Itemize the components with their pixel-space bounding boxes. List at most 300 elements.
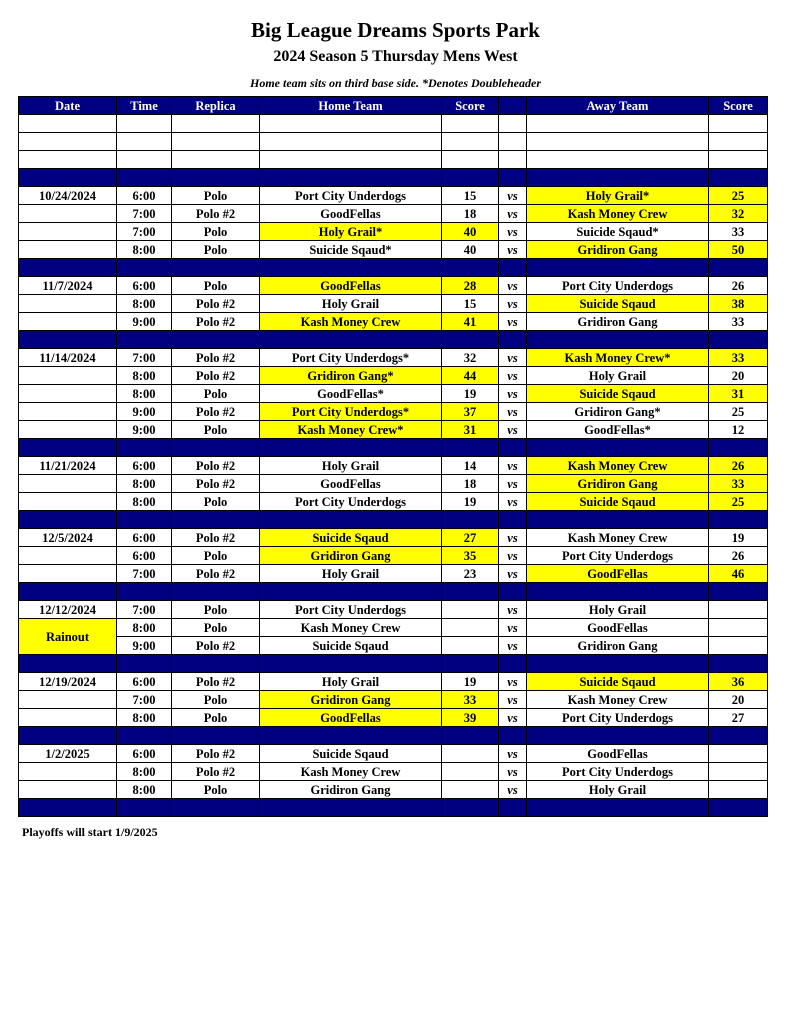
game-time: 6:00: [117, 547, 172, 565]
home-score: [442, 601, 499, 619]
separator-cell: [260, 583, 442, 601]
home-team: Gridiron Gang*: [260, 367, 442, 385]
separator-cell: [499, 331, 527, 349]
separator-cell: [499, 511, 527, 529]
game-row: [19, 637, 768, 655]
date-empty-cell: [19, 475, 117, 493]
away-score: 25: [709, 403, 768, 421]
game-row: [19, 223, 768, 241]
separator-cell: [260, 727, 442, 745]
header-replica: Replica: [172, 97, 260, 115]
game-row: [19, 529, 768, 547]
separator-cell: [260, 331, 442, 349]
game-time: 8:00: [117, 709, 172, 727]
separator-cell: [442, 511, 499, 529]
game-field: Polo: [172, 691, 260, 709]
blank-cell: [260, 151, 442, 169]
blank-cell: [19, 133, 117, 151]
separator-cell: [117, 583, 172, 601]
away-score: 12: [709, 421, 768, 439]
game-field: Polo: [172, 709, 260, 727]
home-team: Port City Underdogs*: [260, 349, 442, 367]
away-team: Holy Grail*: [527, 187, 709, 205]
week-date: 1/2/2025: [19, 745, 117, 763]
away-score: 33: [709, 475, 768, 493]
separator-row: [19, 727, 768, 745]
game-time: 7:00: [117, 691, 172, 709]
home-score: 31: [442, 421, 499, 439]
away-team: Suicide Sqaud: [527, 493, 709, 511]
away-team: GoodFellas: [527, 745, 709, 763]
away-score: 31: [709, 385, 768, 403]
home-team: GoodFellas: [260, 475, 442, 493]
playoffs-note: Playoffs will start 1/9/2025: [22, 825, 158, 839]
game-field: Polo #2: [172, 637, 260, 655]
blank-cell: [527, 133, 709, 151]
blank-cell: [442, 151, 499, 169]
blank-cell: [117, 151, 172, 169]
separator-cell: [172, 259, 260, 277]
blank-cell: [172, 133, 260, 151]
blank-row: [19, 151, 768, 169]
separator-cell: [117, 331, 172, 349]
separator-cell: [19, 727, 117, 745]
away-team: Gridiron Gang*: [527, 403, 709, 421]
vs-label: vs: [499, 457, 527, 475]
vs-label: vs: [499, 385, 527, 403]
date-empty-cell: [19, 367, 117, 385]
away-team: Holy Grail: [527, 781, 709, 799]
week-date: 11/7/2024: [19, 277, 117, 295]
home-team-note: Home team sits on third base side. *Denotes Doubleheader: [250, 76, 541, 90]
vs-label: vs: [499, 745, 527, 763]
away-score: [709, 619, 768, 637]
separator-cell: [117, 727, 172, 745]
game-field: Polo: [172, 241, 260, 259]
separator-cell: [527, 727, 709, 745]
separator-cell: [172, 439, 260, 457]
game-time: 8:00: [117, 385, 172, 403]
game-field: Polo #2: [172, 529, 260, 547]
home-team: Holy Grail: [260, 457, 442, 475]
game-row: [19, 781, 768, 799]
separator-row: [19, 169, 768, 187]
home-team: GoodFellas*: [260, 385, 442, 403]
vs-label: vs: [499, 529, 527, 547]
blank-cell: [499, 151, 527, 169]
blank-cell: [260, 115, 442, 133]
date-empty-cell: [19, 241, 117, 259]
game-row: [19, 619, 768, 637]
away-team: Gridiron Gang: [527, 313, 709, 331]
home-score: 23: [442, 565, 499, 583]
game-row: [19, 475, 768, 493]
home-team: GoodFellas: [260, 205, 442, 223]
game-field: Polo #2: [172, 313, 260, 331]
game-time: 8:00: [117, 241, 172, 259]
game-field: Polo: [172, 277, 260, 295]
game-row: [19, 313, 768, 331]
separator-row: [19, 799, 768, 817]
header-row: [19, 97, 768, 115]
separator-cell: [442, 331, 499, 349]
away-team: Holy Grail: [527, 367, 709, 385]
away-team: Port City Underdogs: [527, 763, 709, 781]
home-team: Gridiron Gang: [260, 547, 442, 565]
blank-cell: [19, 115, 117, 133]
blank-row: [19, 133, 768, 151]
game-row: [19, 187, 768, 205]
separator-cell: [19, 439, 117, 457]
game-row: [19, 403, 768, 421]
game-row: [19, 493, 768, 511]
blank-row: [19, 115, 768, 133]
home-score: 37: [442, 403, 499, 421]
home-team: Holy Grail*: [260, 223, 442, 241]
separator-cell: [527, 583, 709, 601]
separator-cell: [527, 655, 709, 673]
vs-label: vs: [499, 673, 527, 691]
week-date: 12/12/2024: [19, 601, 117, 619]
home-team: Suicide Sqaud*: [260, 241, 442, 259]
game-row: [19, 745, 768, 763]
home-score: 15: [442, 295, 499, 313]
game-field: Polo #2: [172, 457, 260, 475]
separator-cell: [709, 727, 768, 745]
home-score: 44: [442, 367, 499, 385]
game-time: 8:00: [117, 781, 172, 799]
game-field: Polo: [172, 619, 260, 637]
separator-row: [19, 583, 768, 601]
separator-cell: [117, 439, 172, 457]
separator-cell: [499, 439, 527, 457]
away-score: [709, 745, 768, 763]
game-field: Polo: [172, 493, 260, 511]
vs-label: vs: [499, 565, 527, 583]
separator-cell: [442, 439, 499, 457]
blank-cell: [260, 133, 442, 151]
home-team: Kash Money Crew: [260, 619, 442, 637]
vs-label: vs: [499, 403, 527, 421]
home-score: 32: [442, 349, 499, 367]
header-away-team: Away Team: [527, 97, 709, 115]
separator-cell: [260, 259, 442, 277]
home-score: 40: [442, 223, 499, 241]
game-field: Polo: [172, 601, 260, 619]
game-row: [19, 457, 768, 475]
game-field: Polo #2: [172, 367, 260, 385]
game-field: Polo: [172, 187, 260, 205]
separator-cell: [19, 799, 117, 817]
blank-cell: [527, 151, 709, 169]
separator-cell: [709, 583, 768, 601]
blank-cell: [172, 151, 260, 169]
vs-label: vs: [499, 313, 527, 331]
away-score: 33: [709, 223, 768, 241]
game-row: [19, 241, 768, 259]
game-row: [19, 205, 768, 223]
week-date: 12/5/2024: [19, 529, 117, 547]
separator-cell: [117, 799, 172, 817]
separator-cell: [172, 799, 260, 817]
separator-cell: [527, 511, 709, 529]
away-team: Suicide Sqaud: [527, 295, 709, 313]
home-team: Gridiron Gang: [260, 691, 442, 709]
game-time: 9:00: [117, 637, 172, 655]
vs-label: vs: [499, 547, 527, 565]
game-field: Polo #2: [172, 565, 260, 583]
game-field: Polo: [172, 223, 260, 241]
week-date: 12/19/2024: [19, 673, 117, 691]
vs-label: vs: [499, 475, 527, 493]
header-date: Date: [19, 97, 117, 115]
separator-cell: [709, 259, 768, 277]
away-score: 50: [709, 241, 768, 259]
game-time: 8:00: [117, 475, 172, 493]
game-time: 7:00: [117, 601, 172, 619]
separator-cell: [117, 511, 172, 529]
vs-label: vs: [499, 367, 527, 385]
home-team: GoodFellas: [260, 709, 442, 727]
home-team: Gridiron Gang: [260, 781, 442, 799]
away-score: 26: [709, 277, 768, 295]
date-empty-cell: [19, 421, 117, 439]
away-team: Kash Money Crew: [527, 205, 709, 223]
home-team: Holy Grail: [260, 565, 442, 583]
game-time: 7:00: [117, 223, 172, 241]
date-empty-cell: [19, 781, 117, 799]
game-field: Polo #2: [172, 205, 260, 223]
header-time: Time: [117, 97, 172, 115]
away-team: Holy Grail: [527, 601, 709, 619]
vs-label: vs: [499, 763, 527, 781]
date-empty-cell: [19, 385, 117, 403]
separator-row: [19, 511, 768, 529]
date-empty-cell: [19, 313, 117, 331]
week-date: 11/21/2024: [19, 457, 117, 475]
separator-cell: [117, 259, 172, 277]
schedule-body: [19, 115, 768, 817]
home-score: 19: [442, 673, 499, 691]
away-team: Kash Money Crew: [527, 529, 709, 547]
home-score: 18: [442, 475, 499, 493]
away-score: 26: [709, 457, 768, 475]
separator-cell: [527, 259, 709, 277]
separator-cell: [172, 655, 260, 673]
separator-cell: [260, 169, 442, 187]
vs-label: vs: [499, 277, 527, 295]
blank-cell: [172, 115, 260, 133]
separator-cell: [172, 169, 260, 187]
game-field: Polo #2: [172, 349, 260, 367]
game-time: 6:00: [117, 187, 172, 205]
home-score: [442, 781, 499, 799]
game-row: [19, 349, 768, 367]
separator-cell: [499, 259, 527, 277]
header-home-score: Score: [442, 97, 499, 115]
date-empty-cell: [19, 691, 117, 709]
game-field: Polo: [172, 385, 260, 403]
header-away-score: Score: [709, 97, 768, 115]
game-field: Polo #2: [172, 475, 260, 493]
home-score: [442, 619, 499, 637]
away-score: 32: [709, 205, 768, 223]
away-team: Port City Underdogs: [527, 547, 709, 565]
home-team: Kash Money Crew*: [260, 421, 442, 439]
home-team: Port City Underdogs: [260, 187, 442, 205]
week-date: 11/14/2024: [19, 349, 117, 367]
blank-cell: [442, 133, 499, 151]
separator-cell: [172, 727, 260, 745]
separator-cell: [117, 655, 172, 673]
separator-cell: [442, 799, 499, 817]
home-score: 14: [442, 457, 499, 475]
separator-cell: [260, 799, 442, 817]
away-score: 20: [709, 367, 768, 385]
vs-label: vs: [499, 223, 527, 241]
separator-cell: [117, 169, 172, 187]
away-team: Kash Money Crew: [527, 691, 709, 709]
home-team: Kash Money Crew: [260, 313, 442, 331]
away-score: [709, 781, 768, 799]
separator-cell: [172, 331, 260, 349]
home-score: 35: [442, 547, 499, 565]
separator-cell: [19, 169, 117, 187]
home-score: 33: [442, 691, 499, 709]
blank-cell: [499, 133, 527, 151]
away-score: [709, 601, 768, 619]
away-team: Gridiron Gang: [527, 475, 709, 493]
home-team: Port City Underdogs*: [260, 403, 442, 421]
home-score: 41: [442, 313, 499, 331]
separator-cell: [260, 655, 442, 673]
blank-cell: [709, 133, 768, 151]
vs-label: vs: [499, 691, 527, 709]
away-score: 20: [709, 691, 768, 709]
separator-cell: [527, 169, 709, 187]
away-team: Suicide Sqaud*: [527, 223, 709, 241]
game-row: [19, 601, 768, 619]
game-field: Polo #2: [172, 673, 260, 691]
separator-row: [19, 259, 768, 277]
separator-cell: [442, 583, 499, 601]
vs-label: vs: [499, 493, 527, 511]
separator-cell: [709, 655, 768, 673]
date-empty-cell: [19, 223, 117, 241]
home-team: Suicide Sqaud: [260, 745, 442, 763]
game-time: 6:00: [117, 529, 172, 547]
away-score: 33: [709, 349, 768, 367]
vs-label: vs: [499, 241, 527, 259]
page-title: Big League Dreams Sports Park: [251, 18, 540, 42]
away-team: Kash Money Crew: [527, 457, 709, 475]
blank-cell: [117, 115, 172, 133]
home-score: 28: [442, 277, 499, 295]
separator-cell: [499, 583, 527, 601]
home-team: Holy Grail: [260, 295, 442, 313]
game-row: [19, 565, 768, 583]
home-score: 19: [442, 385, 499, 403]
separator-cell: [442, 655, 499, 673]
page-subtitle: 2024 Season 5 Thursday Mens West: [273, 48, 518, 65]
home-score: [442, 763, 499, 781]
vs-label: vs: [499, 187, 527, 205]
home-team: Suicide Sqaud: [260, 529, 442, 547]
home-team: Kash Money Crew: [260, 763, 442, 781]
blank-cell: [709, 115, 768, 133]
game-time: 6:00: [117, 457, 172, 475]
home-score: 18: [442, 205, 499, 223]
separator-cell: [709, 799, 768, 817]
blank-cell: [19, 151, 117, 169]
game-field: Polo: [172, 547, 260, 565]
blank-cell: [709, 151, 768, 169]
game-time: 8:00: [117, 493, 172, 511]
separator-cell: [260, 439, 442, 457]
game-time: 8:00: [117, 619, 172, 637]
away-score: 33: [709, 313, 768, 331]
away-team: GoodFellas*: [527, 421, 709, 439]
game-row: [19, 367, 768, 385]
game-time: 8:00: [117, 295, 172, 313]
separator-cell: [442, 259, 499, 277]
away-team: Gridiron Gang: [527, 637, 709, 655]
away-score: 25: [709, 493, 768, 511]
separator-cell: [19, 259, 117, 277]
game-time: 7:00: [117, 349, 172, 367]
separator-cell: [172, 583, 260, 601]
date-empty-cell: [19, 547, 117, 565]
game-field: Polo #2: [172, 763, 260, 781]
game-time: 9:00: [117, 421, 172, 439]
game-row: [19, 385, 768, 403]
vs-label: vs: [499, 601, 527, 619]
separator-cell: [709, 511, 768, 529]
game-field: Polo #2: [172, 745, 260, 763]
game-row: [19, 763, 768, 781]
separator-cell: [527, 799, 709, 817]
game-time: 7:00: [117, 205, 172, 223]
vs-label: vs: [499, 709, 527, 727]
game-row: [19, 709, 768, 727]
away-score: 36: [709, 673, 768, 691]
home-score: [442, 637, 499, 655]
game-row: [19, 673, 768, 691]
away-team: Suicide Sqaud: [527, 385, 709, 403]
home-team: Port City Underdogs: [260, 601, 442, 619]
vs-label: vs: [499, 421, 527, 439]
away-score: 25: [709, 187, 768, 205]
game-row: [19, 421, 768, 439]
separator-cell: [499, 727, 527, 745]
separator-cell: [709, 439, 768, 457]
away-score: 26: [709, 547, 768, 565]
date-empty-cell: [19, 295, 117, 313]
separator-cell: [527, 331, 709, 349]
separator-cell: [527, 439, 709, 457]
blank-cell: [527, 115, 709, 133]
separator-cell: [19, 331, 117, 349]
date-empty-cell: [19, 493, 117, 511]
blank-cell: [117, 133, 172, 151]
away-score: [709, 763, 768, 781]
home-score: 19: [442, 493, 499, 511]
game-time: 8:00: [117, 367, 172, 385]
vs-label: vs: [499, 349, 527, 367]
home-team: GoodFellas: [260, 277, 442, 295]
away-score: 27: [709, 709, 768, 727]
header-home-team: Home Team: [260, 97, 442, 115]
